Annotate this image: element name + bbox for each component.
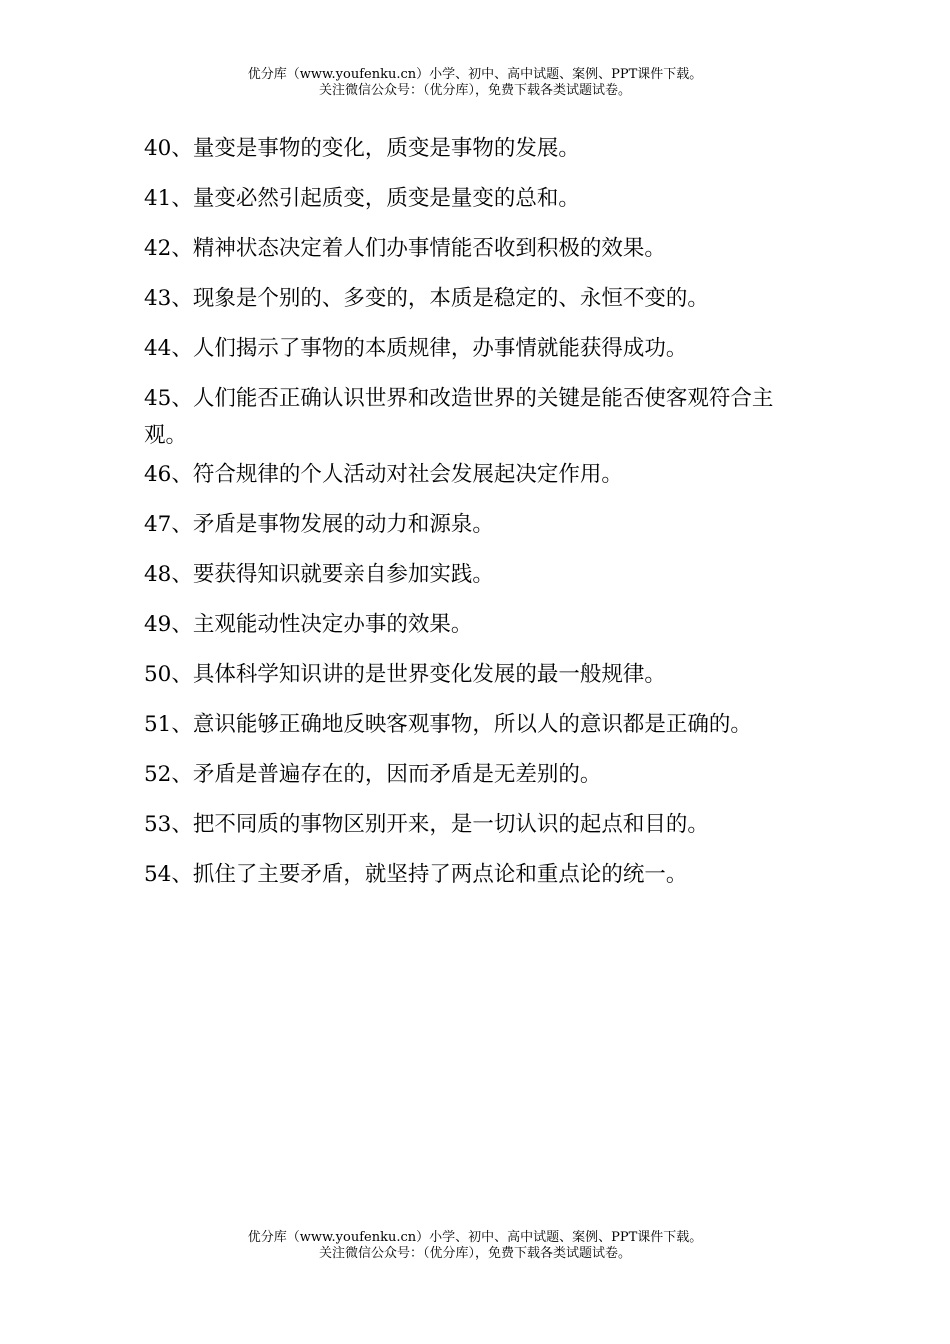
list-item: 42、精神状态决定着人们办事情能否收到积极的效果。 xyxy=(144,236,666,261)
list-item: 41、量变必然引起质变，质变是量变的总和。 xyxy=(144,186,580,211)
list-item: 54、抓住了主要矛盾，就坚持了两点论和重点论的统一。 xyxy=(144,862,688,887)
page-footer xyxy=(0,1230,950,1262)
list-item: 45、人们能否正确认识世界和改造世界的关键是能否使客观符合主观。 xyxy=(144,386,774,448)
list-item: 48、要获得知识就要亲自参加实践。 xyxy=(144,562,494,587)
question-list xyxy=(144,130,814,906)
list-item: 52、矛盾是普遍存在的，因而矛盾是无差别的。 xyxy=(144,762,602,787)
list-item: 51、意识能够正确地反映客观事物，所以人的意识都是正确的。 xyxy=(144,712,752,737)
list-item: 44、人们揭示了事物的本质规律，办事情就能获得成功。 xyxy=(144,336,688,361)
list-item: 46、符合规律的个人活动对社会发展起决定作用。 xyxy=(144,462,623,487)
list-item: 49、主观能动性决定办事的效果。 xyxy=(144,612,473,637)
header-line-2: 关注微信公众号：（优分库），免费下载各类试题试卷。 xyxy=(318,83,631,98)
footer-line-1: 优分库（www.youfenku.cn）小学、初中、高中试题、案例、PPT课件下载。 xyxy=(247,1230,703,1245)
page-header xyxy=(0,67,950,99)
list-item: 50、具体科学知识讲的是世界变化发展的最一般规律。 xyxy=(144,662,666,687)
list-item: 40、量变是事物的变化，质变是事物的发展。 xyxy=(144,136,580,161)
list-item: 47、矛盾是事物发展的动力和源泉。 xyxy=(144,512,494,537)
header-line-1: 优分库（www.youfenku.cn）小学、初中、高中试题、案例、PPT课件下载。 xyxy=(247,67,703,82)
footer-line-2: 关注微信公众号：（优分库），免费下载各类试题试卷。 xyxy=(318,1246,631,1261)
list-item: 53、把不同质的事物区别开来，是一切认识的起点和目的。 xyxy=(144,812,709,837)
list-item: 43、现象是个别的、多变的，本质是稳定的、永恒不变的。 xyxy=(144,286,709,311)
